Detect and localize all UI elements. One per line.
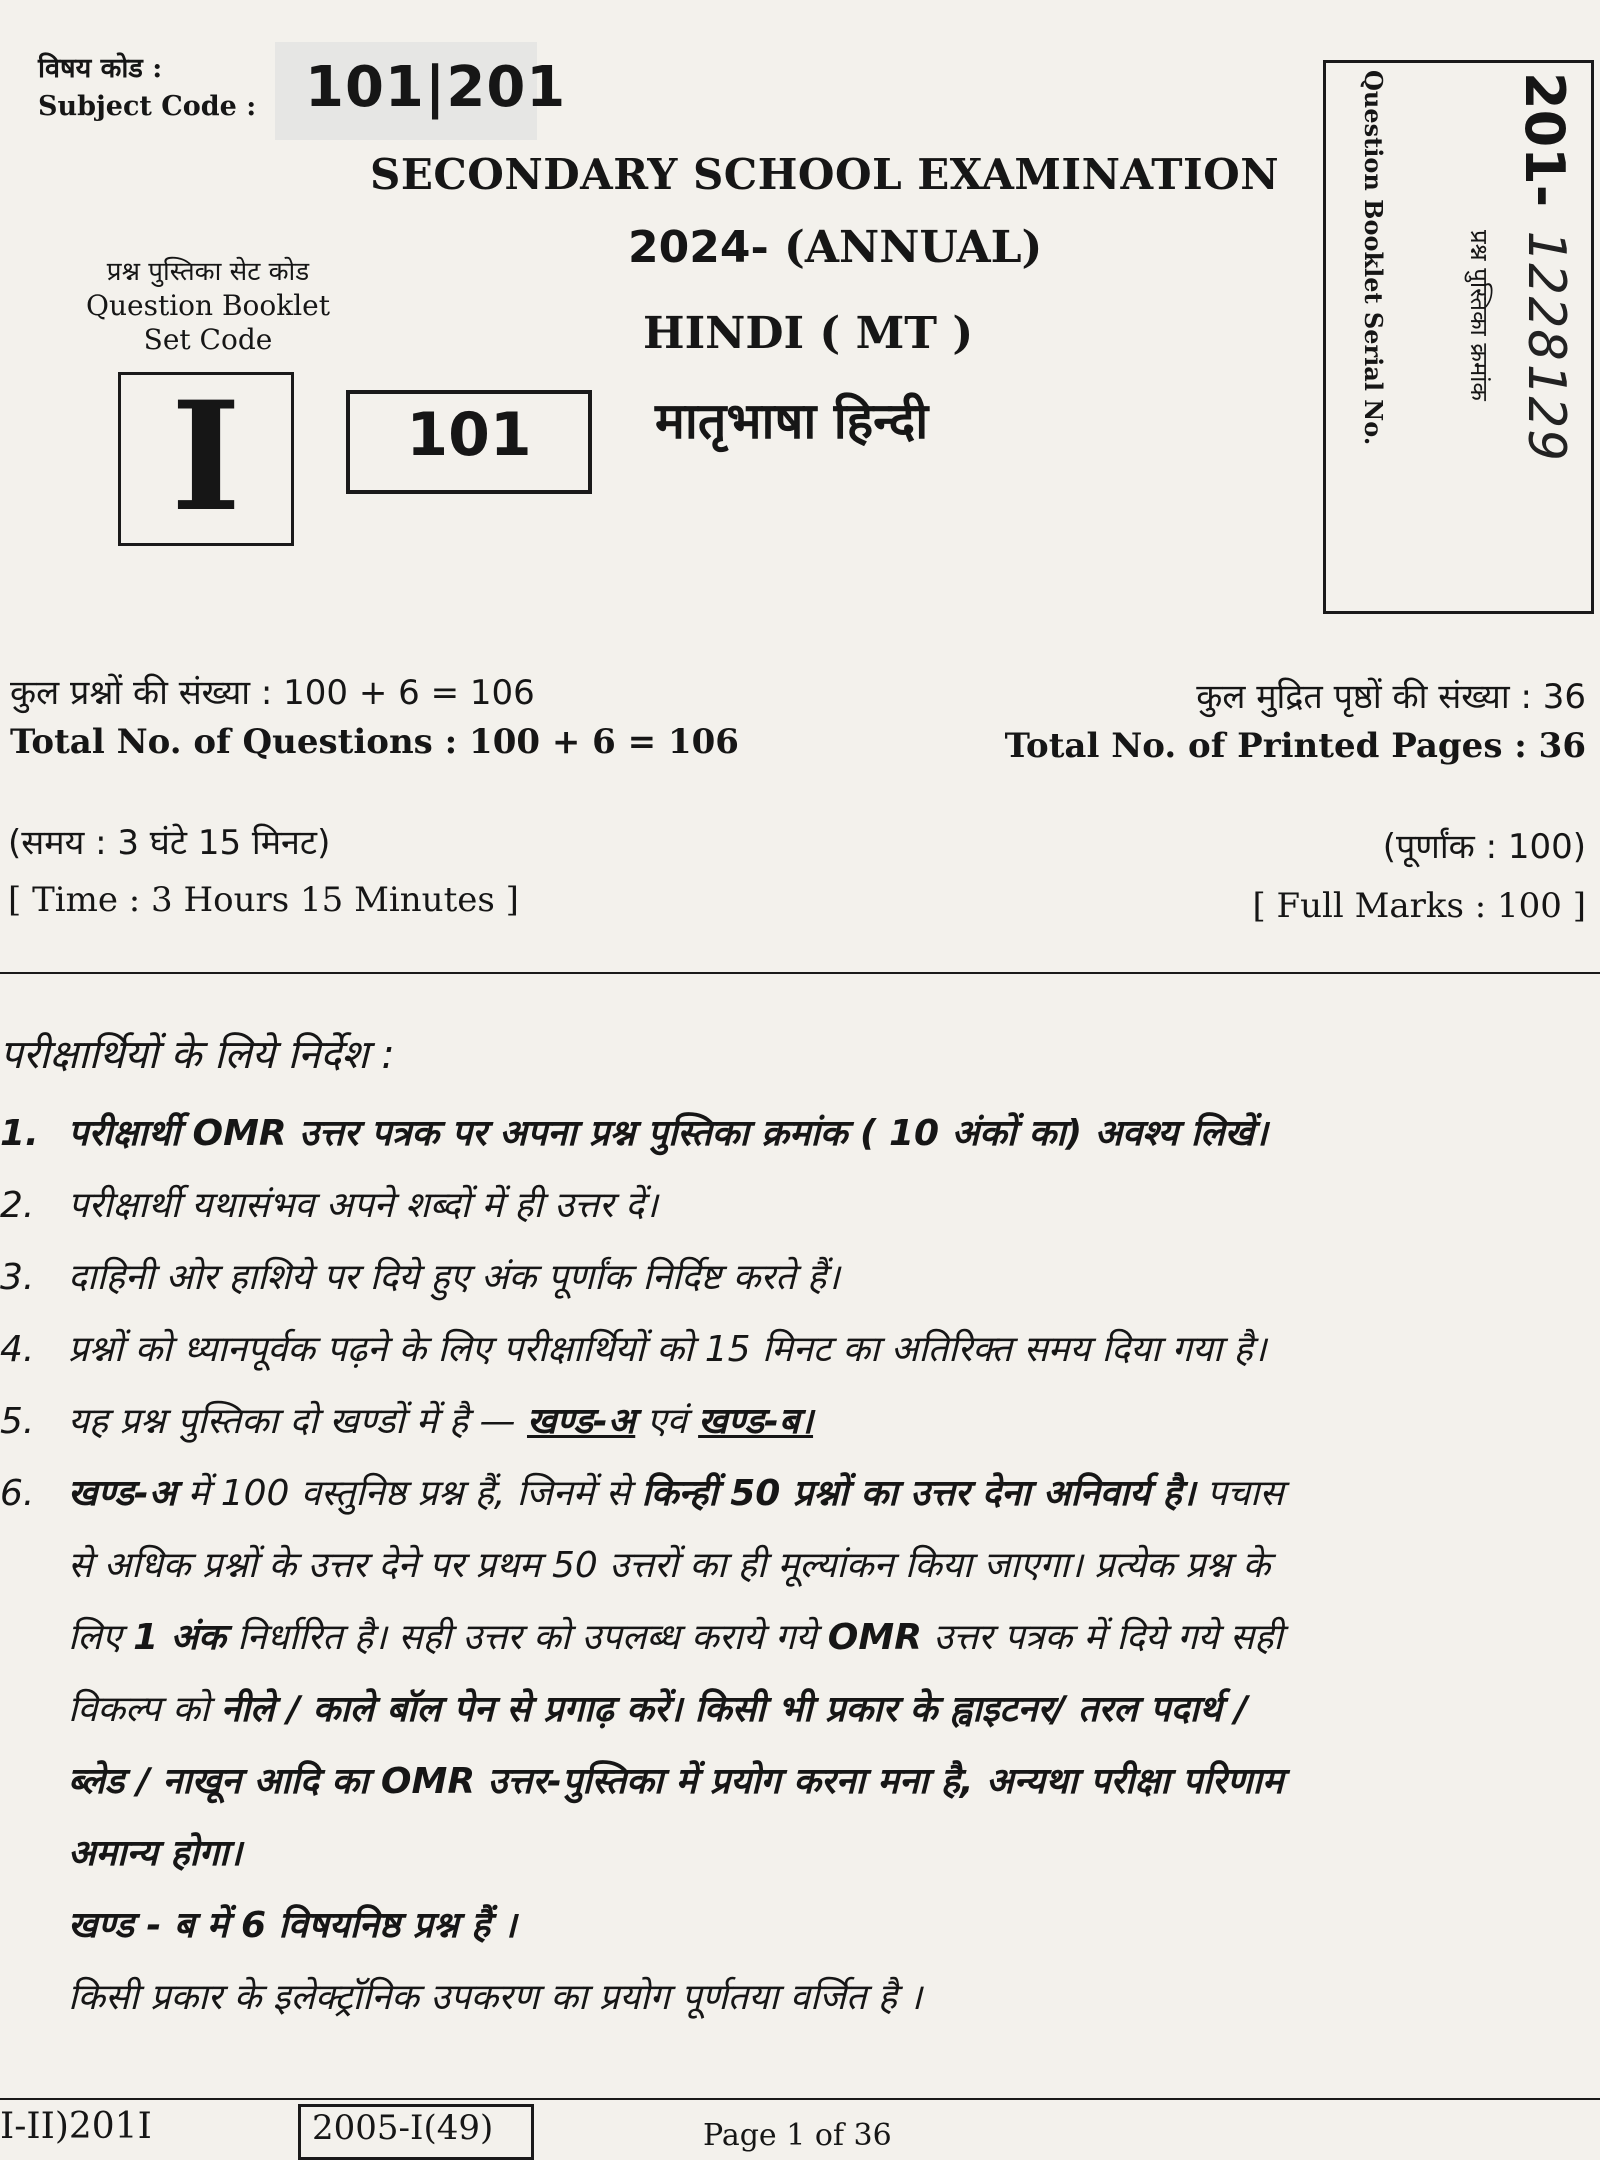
subject-code-value: 101|201 — [305, 55, 567, 120]
instruction-emphasis: 1 अंक — [133, 1617, 226, 1658]
instruction-continuation — [0, 1602, 1600, 1674]
questions-count-hi: कुल प्रश्नों की संख्या : 100 + 6 = 106 — [10, 673, 535, 713]
instruction-number: 5. — [0, 1401, 35, 1442]
instruction-continuation: अमान्य होगा। — [68, 1833, 243, 1874]
instruction-number: 4. — [0, 1329, 35, 1370]
instruction-item: खण्ड - ब में 6 विषयनिष्ठ प्रश्न हैं । — [68, 1905, 517, 1946]
instruction-item — [0, 1458, 1600, 1530]
subject-code-label-hi: विषय कोड : — [38, 53, 163, 84]
instruction-number: 1. — [0, 1113, 39, 1154]
footer-divider — [0, 2098, 1600, 2100]
set-number: 101 — [406, 400, 532, 470]
instructions-heading: परीक्षार्थियों के लिये निर्देश : — [0, 1032, 395, 1078]
instruction-text: परीक्षार्थी यथासंभव अपने शब्दों में ही उत्तर दें। — [68, 1185, 658, 1226]
section-b-ref: खण्ड-ब। — [698, 1401, 814, 1442]
instruction-item — [0, 1170, 1600, 1242]
serial-prefix: 201- — [1513, 72, 1576, 208]
instruction-text: विकल्प को — [68, 1689, 210, 1730]
section-a-label: खण्ड-अ — [68, 1473, 177, 1514]
marks-en: [ Full Marks : 100 ] — [1252, 886, 1586, 926]
footer-code-left: I-II)201I — [0, 2106, 152, 2147]
set-letter: I — [170, 369, 242, 545]
exam-year-line — [628, 222, 1042, 273]
instruction-text: दाहिनी ओर हाशिये पर दिये हुए अंक पूर्णांक निर्दिष्ट करते हैं। — [68, 1257, 840, 1298]
subject-code-label — [38, 50, 256, 126]
instruction-text: में 100 वस्तुनिष्ठ प्रश्न हैं, जिनमें से — [187, 1473, 631, 1514]
instruction-item — [0, 1098, 1600, 1170]
serial-handwritten: 1228129 — [1516, 230, 1576, 464]
instruction-item — [0, 1242, 1600, 1314]
exam-subject-hi: मातृभाषा हिन्दी — [655, 392, 929, 450]
instruction-item — [0, 1314, 1600, 1386]
instruction-continuation: ब्लेड / नाखून आदि का OMR उत्तर-पुस्तिका में प्रयोग करना मना है, अन्यथा परीक्षा परिणाम — [68, 1761, 1284, 1802]
set-code-label-hi: प्रश्न पुस्तिका सेट कोड — [106, 257, 310, 287]
instruction-text: निर्धारित है। सही उत्तर को उपलब्ध कराये गये — [237, 1617, 817, 1658]
instruction-text: प्रश्नों को ध्यानपूर्वक पढ़ने के लिए परीक्षार्थियों को 15 मिनट का अतिरिक्त समय दिया गया है। — [68, 1329, 1267, 1370]
instruction-emphasis: किन्हीं 50 प्रश्नों का उत्तर देना अनिवार्य है। — [641, 1473, 1196, 1514]
instruction-text: उत्तर पत्रक में दिये गये सही — [933, 1617, 1283, 1658]
instruction-continuation — [0, 1674, 1600, 1746]
instruction-number: 3. — [0, 1257, 35, 1298]
exam-subject-en: HINDI ( MT ) — [643, 308, 974, 359]
exam-title: SECONDARY SCHOOL EXAMINATION — [370, 150, 1280, 199]
instructions-list — [0, 1098, 1600, 2034]
pages-count-hi: कुल मुद्रित पृष्ठों की संख्या : 36 — [1196, 677, 1586, 717]
time-en: [ Time : 3 Hours 15 Minutes ] — [8, 880, 519, 920]
section-divider — [0, 972, 1600, 974]
instruction-text: लिए — [68, 1617, 122, 1658]
set-code-label-en-2: Set Code — [143, 323, 273, 356]
instruction-text: परीक्षार्थी OMR उत्तर पत्रक पर अपना प्रश्न पुस्तिका क्रमांक ( 10 अंकों का) अवश्य लिखें। — [68, 1113, 1268, 1154]
footer-code: 2005-I(49) — [312, 2108, 494, 2148]
instruction-text: पचास — [1206, 1473, 1284, 1514]
instruction-number: 6. — [0, 1473, 35, 1514]
set-code-label-en-1: Question Booklet — [86, 289, 330, 322]
serial-number-rotated — [1323, 60, 1588, 608]
instruction-text: एवं — [646, 1401, 687, 1442]
time-hi: (समय : 3 घंटे 15 मिनट) — [8, 823, 331, 863]
page-number: Page 1 of 36 — [703, 2118, 892, 2153]
set-code-label — [58, 255, 358, 357]
instruction-number: 2. — [0, 1185, 35, 1226]
serial-label-hi: प्रश्न पुस्तिका क्रमांक — [1465, 230, 1493, 401]
instruction-text: यह प्रश्न पुस्तिका दो खण्डों में है — — [68, 1401, 516, 1442]
section-a-ref: खण्ड-अ — [526, 1401, 636, 1442]
marks-hi: (पूर्णांक : 100) — [1382, 827, 1586, 867]
serial-label-en: Question Booklet Serial No. — [1359, 70, 1388, 446]
instruction-emphasis: OMR — [827, 1617, 922, 1658]
pages-count-en: Total No. of Printed Pages : 36 — [1004, 726, 1586, 766]
questions-count-en: Total No. of Questions : 100 + 6 = 106 — [10, 722, 739, 762]
subject-code-label-en: Subject Code : — [38, 91, 257, 122]
exam-session: - (ANNUAL) — [750, 222, 1043, 273]
exam-year: 2024 — [628, 222, 751, 273]
instruction-item — [0, 1386, 1600, 1458]
instruction-emphasis: नीले / काले बॉल पेन से प्रगाढ़ करें। किसी भी प्रकार के ह्वाइटनर/ तरल पदार्थ / — [220, 1689, 1248, 1730]
instruction-item: किसी प्रकार के इलेक्ट्रॉनिक उपकरण का प्रयोग पूर्णतया वर्जित है । — [68, 1977, 923, 2018]
instruction-continuation: से अधिक प्रश्नों के उत्तर देने पर प्रथम 50 उत्तरों का ही मूल्यांकन किया जाएगा। प्रत्येक प्रश्न के — [68, 1545, 1271, 1586]
